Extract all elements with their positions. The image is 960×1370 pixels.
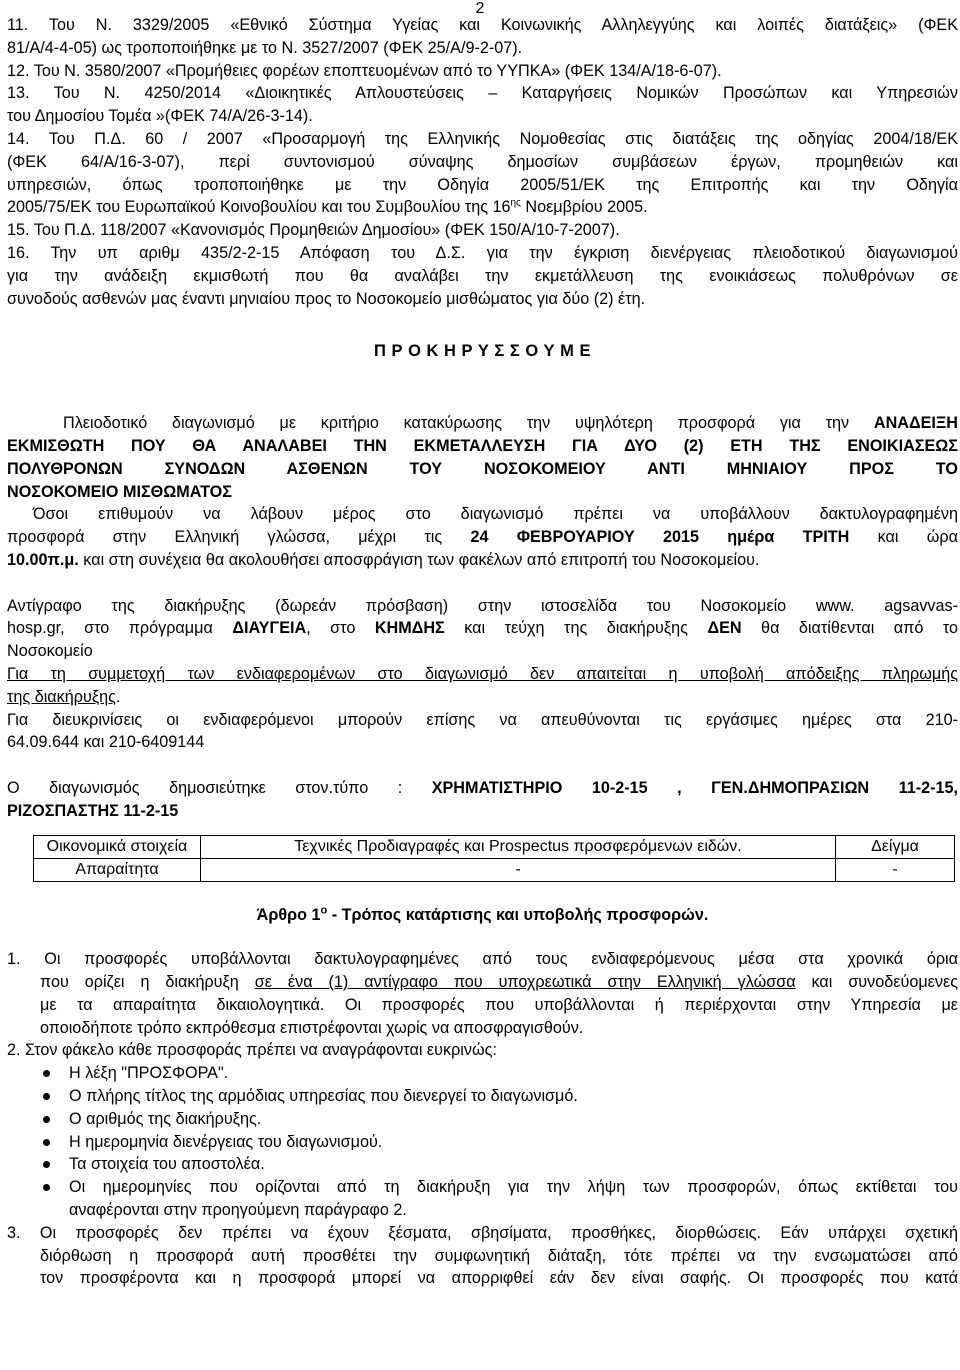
copy-line: Αντίγραφο της διακήρυξης (δωρεάν πρόσβαση) στην ιστοσελίδα του Νοσοκομείο www. agsavvas- <box>7 596 958 615</box>
tender-title-line: ΠΟΛΥΘΡΟΝΩΝ ΣΥΝΟΔΩΝ ΑΣΘΕΝΩΝ ΤΟΥ ΝΟΣΟΚΟΜΕΙΟΥ ΑΝΤΙ ΜΗΝΙΑΙΟΥ ΠΡΟΣ ΤΟ <box>7 459 958 478</box>
reference-16-cont-2: συνοδούς ασθενών μας έναντι μηνιαίου προς το Νοσοκομείο μισθώματος για δύο (2) έτη. <box>7 289 646 308</box>
tender-title-line: ΝΟΣΟΚΟΜΕΙΟ ΜΙΣΘΩΜΑΤΟΣ <box>7 482 232 501</box>
deadline-date: 24 ΦΕΒΡΟΥΑΡΙΟΥ 2015 ημέρα ΤΡΙΤΗ <box>470 528 850 547</box>
deadline-time: 10.00π.μ. <box>7 550 79 569</box>
legal-references <box>7 14 958 310</box>
publication-line: ΡΙΖΟΣΠΑΣΤΗΣ 11-2-15 <box>7 801 179 820</box>
reference-13-cont: του Δημοσίου Τομέα »(ΦΕΚ 74/Α/26-3-14). <box>7 107 313 126</box>
article-title: Άρθρο $1^o$ - Τρόπος κατάρτισης και υποβολής προσφορών. <box>256 904 709 924</box>
superscript: ης <box>510 197 521 209</box>
reference-14-cont-2: υπηρεσιών, όπως τροποποιήθηκε με την Οδηγία 2005/51/ΕΚ της Επιτροπής και την Οδηγία <box>7 175 958 194</box>
info-line: Για διευκρινίσεις οι ενδιαφερόμενοι μπορούν επίσης να απευθύνονται τις εργάσιμες ημέρες στα 210- <box>7 710 958 729</box>
list-item: Ο πλήρης τίτλος της αρμόδιας υπηρεσίας που διενεργεί το διαγωνισμό. <box>7 1085 958 1108</box>
deadline-line: προσφορά στην Ελληνική γλώσσα, μέχρι τις 24 ΦΕΒΡΟΥΑΡΙΟΥ 2015 ημέρα ΤΡΙΤΗ και ώρα <box>7 528 958 547</box>
reference-13: 13. Του Ν. 4250/2014 «Διοικητικές Απλουστεύσεις – Καταργήσεις Νομικών Προσώπων και Υπηρεσιών <box>7 84 958 103</box>
reference-12: 12. Του Ν. 3580/2007 «Προμήθειες φορέων εποπτευομένων από το ΥΥΠΚΑ» (ΦΕΚ 134/Α/18-6-07). <box>7 61 722 80</box>
table-cell: Απαραίτητα <box>34 858 201 881</box>
submission-line: Όσοι επιθυμούν να λάβουν μέρος στο διαγωνισμό πρέπει να υποβάλλουν δακτυλογραφημένη <box>33 505 958 524</box>
payment-note: Για τη συμμετοχή των ενδιαφερομένων στο διαγωνισμό δεν απαιτείται η υποβολή απόδειξης πληρωμής <box>7 664 958 683</box>
bullet-icon <box>43 1139 50 1146</box>
deadline-time-line: 10.00π.μ. και στη συνέχεια θα ακολουθήσει αποσφράγιση των φακέλων από επιτροπή του Νοσοκομείου. <box>7 550 760 569</box>
table-header-cell: Οικονομικά στοιχεία <box>34 835 201 858</box>
payment-note-cont: της διακήρυξης. <box>7 687 121 706</box>
requirements-table <box>33 835 955 882</box>
copy-line: hosp.gr, στο πρόγραμμα ΔΙΑΥΓΕΙΑ, στο ΚΗΜΔΗΣ και τεύχη της διακήρυξης ΔΕΝ θα διατίθενται από το <box>7 619 958 638</box>
table-header-cell: Τεχνικές Προδιαγραφές και Prospectus προσφερόμενων ειδών. <box>201 835 836 858</box>
reference-16-cont-1: για την ανάδειξη εκμισθωτή που θα αναλάβει την εκμετάλλευση της ενοικιάσεως πολυθρόνων σε <box>7 266 958 285</box>
reference-11-cont: 81/Α/4-4-05) ως τροποποιήθηκε με το Ν. 3527/2007 (ΦΕΚ 25/Α/9-2-07). <box>7 38 523 57</box>
table-header-cell: Δείγμα <box>836 835 955 858</box>
announcement-heading: Π Ρ Ο Κ Η Ρ Υ Σ Σ Ο Υ Μ Ε <box>374 342 591 361</box>
tender-title-line: ΕΚΜΙΣΘΩΤΗ ΠΟΥ ΘΑ ΑΝΑΛΑΒΕΙ ΤΗΝ ΕΚΜΕΤΑΛΛΕΥΣΗ ΓΙΑ ΔΥΟ (2) ΕΤΗ ΤΗΣ ΕΝΟΙΚΙΑΣΕΩΣ <box>7 436 958 455</box>
list-item: Ο αριθμός της διακήρυξης. <box>7 1108 958 1131</box>
table-cell: - <box>201 858 836 881</box>
tender-line: Πλειοδοτικό διαγωνισμό με κριτήριο κατακύρωσης την υψηλότερη προσφορά για την ΑΝΑΔΕΙΞΗ <box>63 414 958 433</box>
document-body <box>7 14 958 1290</box>
table-cell: - <box>836 858 955 881</box>
copy-availability <box>7 595 958 755</box>
publication-info <box>7 777 958 823</box>
reference-14-cont-1: (ΦΕΚ 64/Α/16-3-07), περί συντονισμού σύναψης δημοσίων συμβάσεων έργων, προμηθειών και <box>7 152 958 171</box>
reference-11: 11. Του Ν. 3329/2005 «Εθνικό Σύστημα Υγείας και Κοινωνικής Αλληλεγγύης και λοιπές διατάξεις» (ΦΕΚ <box>7 16 958 34</box>
list-item: Η ημερομηνία διενέργειας του διαγωνισμού. <box>7 1131 958 1154</box>
tender-description <box>7 412 958 572</box>
list-item: Τα στοιχεία του αποστολέα. <box>7 1153 958 1176</box>
list-item: Η λέξη "ΠΡΟΣΦΟΡΑ". <box>7 1062 958 1085</box>
table-row <box>34 858 955 881</box>
table-row <box>34 835 955 858</box>
reference-16: 16. Την υπ αριθμ 435/2-2-15 Απόφαση του Δ.Σ. για την έγκριση διενέργειας πλειοδοτικού διαγωνισμού <box>7 243 958 262</box>
list-item: Οι ημερομηνίες που ορίζονται από τη διακήρυξη για την λήψη των προσφορών, όπως εκτίθεται του <box>7 1176 958 1199</box>
reference-14-cont-3: 2005/75/ΕΚ του Ευρωπαϊκού Κοινοβουλίου και του Συμβουλίου της $16^{\eta\varsigma}$ Νοεμβρίου 2005. <box>7 197 648 217</box>
article-item-3: 3. Οι προσφορές δεν πρέπει να έχουν ξέσματα, σβησίματα, προσθήκες, διορθώσεις. Εάν υπάρχει σχετική διόρθωση η προσφορά αυτή προσθέτει την συμφωνητική διάταξη, τότε πρέπει να την ενσωματώσει από τον προσφέροντα και η προσφορά μπορεί να απορριφθεί εάν δεν είναι σαφής. Οι προσφορές που κατά <box>7 1223 958 1288</box>
reference-15: 15. Του Π.Δ. 118/2007 «Κανονισμός Προμηθειών Δημοσίου» (ΦΕΚ 150/Α/10-7-2007). <box>7 221 620 240</box>
copy-line: Νοσοκομείο <box>7 642 93 661</box>
article-item-2: 2. Στον φάκελο κάθε προσφοράς πρέπει να αναγράφονται ευκρινώς: Η λέξη "ΠΡΟΣΦΟΡΑ". Ο πλήρης τίτλος της αρμόδιας υπηρεσίας που διενεργεί το διαγωνισμό. Ο αριθμός της διακήρυξης. Η ημερομηνία διενέργειας του διαγωνισμού. Τα στοιχεία του αποστολέα. Οι ημερομηνίες που ορίζονται από τη διακήρυξη για την λήψη των προσφορών, όπως εκτίθεται του αναφέρονται στην προηγούμενη παράγραφο 2. <box>7 1041 958 1220</box>
publication-line: Ο διαγωνισμός δημοσιεύτηκε στον.τύπο : ΧΡΗΜΑΤΙΣΤΗΡΙΟ 10-2-15 , ΓΕΝ.ΔΗΜΟΠΡΑΣΙΩΝ 11-2-15, <box>7 778 959 797</box>
page-number: 2 <box>475 0 485 17</box>
bullet-icon <box>43 1116 50 1123</box>
info-phones: 64.09.644 και 210-6409144 <box>7 733 205 752</box>
reference-14: 14. Του Π.Δ. 60 / 2007 «Προσαρμογή της Ελληνικής Νομοθεσίας στις διατάξεις της οδηγίας 2004/18/ΕΚ <box>7 129 958 148</box>
article-item-1: 1. Οι προσφορές υποβάλλονται δακτυλογραφημένες από τους ενδιαφερόμενους μέσα στα χρονικά όρια που ορίζει η διακήρυξη σε ένα (1) αντίγραφο που υποχρεωτικά στην Ελληνική γλώσσα και συνοδεύομενες με τα απαραίτητα δικαιολογητικά. Οι προσφορές που υποβάλλονται ή περιέρχονται στην Υπηρεσία με οποιοδήποτε τρόπο εκπρόθεσμα επιστρέφονται χωρίς να αποσφραγισθούν. <box>7 950 958 1037</box>
